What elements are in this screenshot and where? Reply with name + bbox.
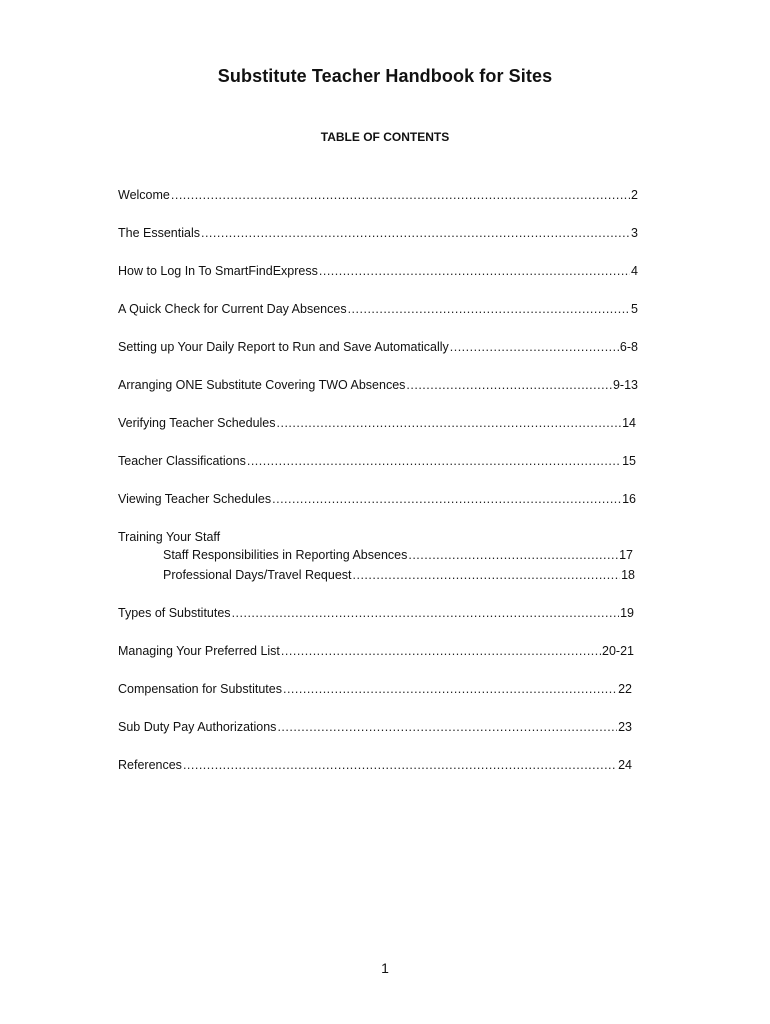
toc-entry <box>118 453 636 469</box>
toc-section-heading <box>118 529 638 545</box>
toc-entry-page: 23 <box>618 720 632 734</box>
toc-entry-page: 5 <box>631 302 638 316</box>
toc-leader <box>232 605 620 621</box>
toc-entry-label: Staff Responsibilities in Reporting Absences <box>163 548 408 562</box>
toc-entry <box>118 377 638 393</box>
toc-entry <box>118 187 638 203</box>
document-title: Substitute Teacher Handbook for Sites <box>217 66 553 86</box>
page-number: 1 <box>381 960 389 976</box>
toc-leader <box>272 491 621 507</box>
toc-subentry <box>163 547 633 563</box>
toc-entry-label: The Essentials <box>118 226 200 240</box>
toc-entry <box>118 719 632 735</box>
toc-entry <box>118 339 638 355</box>
toc-leader <box>353 567 621 583</box>
toc-entry-label: Teacher Classifications <box>118 454 246 468</box>
toc-leader <box>201 225 630 241</box>
toc-leader <box>247 453 621 469</box>
toc-leader <box>406 377 612 393</box>
toc-entry-label: References <box>118 758 182 772</box>
toc-entry-page: 14 <box>622 416 636 430</box>
toc-entry <box>118 757 632 773</box>
toc-entry-label: Viewing Teacher Schedules <box>118 492 272 506</box>
toc-entry-page: 6-8 <box>619 340 638 354</box>
toc-entry-label: Managing Your Preferred List <box>118 644 280 658</box>
toc-entry-page: 4 <box>631 264 638 278</box>
toc-entry-page: 20-21 <box>602 644 634 658</box>
toc-entry <box>118 491 636 507</box>
toc-entry-label: Verifying Teacher Schedules <box>118 416 276 430</box>
toc-entry-label: A Quick Check for Current Day Absences <box>118 302 347 316</box>
toc-leader <box>277 415 622 431</box>
toc-entry <box>118 263 638 279</box>
toc-leader <box>450 339 619 355</box>
toc-entry-label: Professional Days/Travel Request <box>163 568 352 582</box>
toc-entry <box>118 681 632 697</box>
toc-entry <box>118 301 638 317</box>
toc-entry-page: 3 <box>631 226 638 240</box>
toc-entry-page: 15 <box>622 454 636 468</box>
toc-subentry <box>163 567 635 583</box>
toc-leader <box>408 547 618 563</box>
toc-heading: TABLE OF CONTENTS <box>320 130 450 144</box>
toc-entry-label: Compensation for Substitutes <box>118 682 282 696</box>
toc-entry-label: Sub Duty Pay Authorizations <box>118 720 277 734</box>
toc-entry-page: 16 <box>622 492 636 506</box>
toc-leader <box>283 681 617 697</box>
toc-entry-page: 18 <box>621 568 635 582</box>
toc-entry-page: 2 <box>631 188 638 202</box>
toc-entry-label: Arranging ONE Substitute Covering TWO Absences <box>118 378 406 392</box>
toc-entry <box>118 605 634 621</box>
toc-leader <box>348 301 630 317</box>
toc-leader <box>171 187 630 203</box>
toc-entry-label: Types of Substitutes <box>118 606 231 620</box>
toc-leader <box>281 643 601 659</box>
toc-entry <box>118 643 634 659</box>
toc-leader <box>277 719 617 735</box>
toc-entry-label: Setting up Your Daily Report to Run and Save Automatically <box>118 340 449 354</box>
toc-entry-label: Training Your Staff <box>118 530 221 544</box>
toc-entry-page: 19 <box>620 606 634 620</box>
toc-entry-page: 24 <box>618 758 632 772</box>
toc-entry <box>118 225 638 241</box>
toc-entry-page: 17 <box>619 548 633 562</box>
toc-leader <box>183 757 617 773</box>
toc-entry <box>118 415 636 431</box>
toc-entry-page: 9-13 <box>612 378 638 392</box>
toc-entry-page: 22 <box>618 682 632 696</box>
toc-entry-label: How to Log In To SmartFindExpress <box>118 264 318 278</box>
toc-entry-label: Welcome <box>118 188 170 202</box>
toc-leader <box>319 263 630 279</box>
